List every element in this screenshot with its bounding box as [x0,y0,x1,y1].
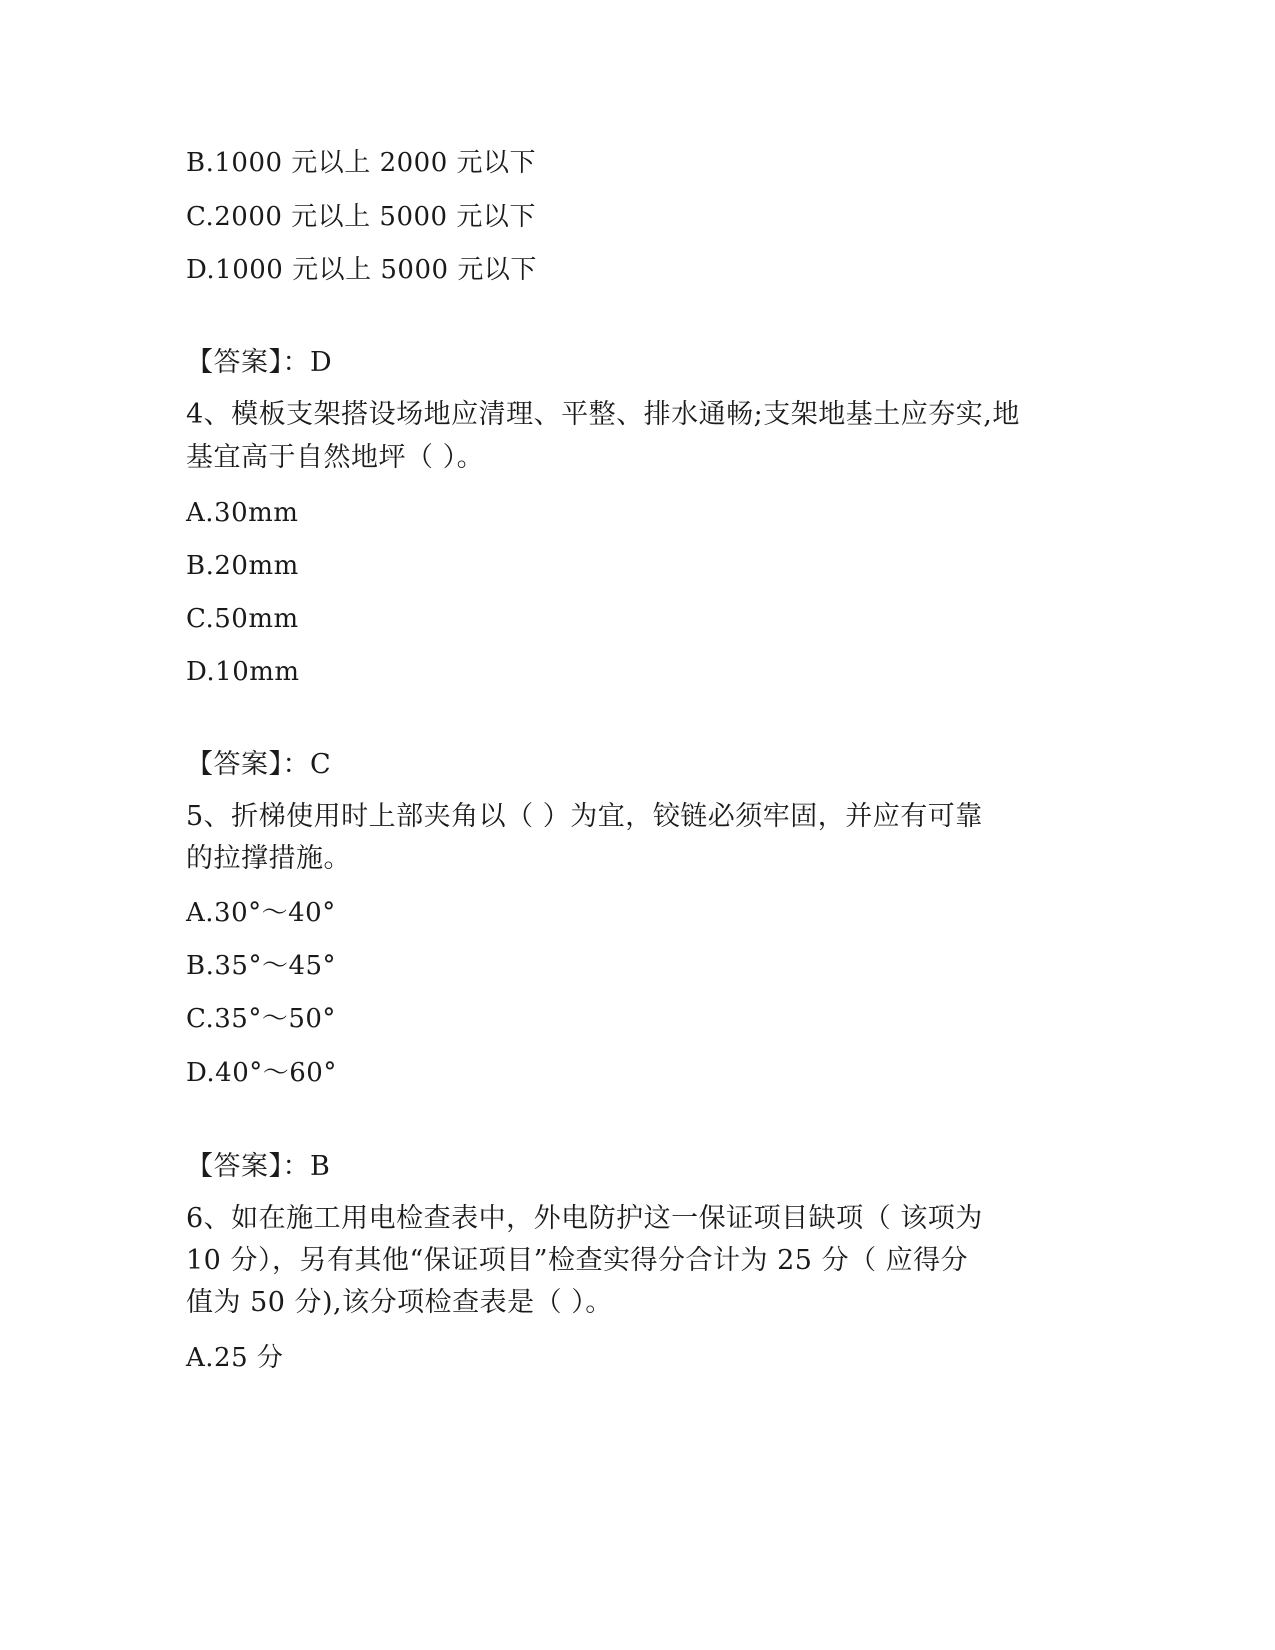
q3-answer: 【答案】：D [186,347,333,378]
q5-option-c: C.35°～50° [186,1004,336,1034]
q4-option-d: D.10mm [186,657,300,687]
q4-stem-line-1: 4、模板支架搭设场地应清理、平整、排水通畅;支架地基土应夯实,地 [186,399,1020,430]
q3-option-d: D.1000 元以上 5000 元以下 [186,255,537,285]
q4-answer: 【答案】：C [186,749,332,780]
q6-stem-line-3: 值为 50 分),该分项检查表是（ ）。 [186,1287,613,1318]
q5-answer: 【答案】：B [186,1151,331,1182]
q5-option-a: A.30°～40° [186,898,336,928]
q4-option-b: B.20mm [186,551,299,581]
q5-stem-line-1: 5、折梯使用时上部夹角以（ ）为宜，铰链必须牢固，并应有可靠 [186,801,983,832]
q3-option-c: C.2000 元以上 5000 元以下 [186,202,536,232]
q5-stem-line-2: 的拉撑措施。 [186,843,351,874]
q6-stem-line-2: 10 分），另有其他“保证项目”检查实得分合计为 25 分（ 应得分 [186,1245,969,1276]
q5-option-b: B.35°～45° [186,951,337,981]
q5-option-d: D.40°～60° [186,1058,337,1088]
q4-stem-line-2: 基宜高于自然地坪（ ）。 [186,442,485,473]
q4-option-c: C.50mm [186,604,299,634]
q4-option-a: A.30mm [186,498,299,528]
q6-stem-line-1: 6、如在施工用电检查表中，外电防护这一保证项目缺项（ 该项为 [186,1203,983,1234]
q6-option-a: A.25 分 [186,1343,284,1373]
q3-option-b: B.1000 元以上 2000 元以下 [186,148,537,178]
